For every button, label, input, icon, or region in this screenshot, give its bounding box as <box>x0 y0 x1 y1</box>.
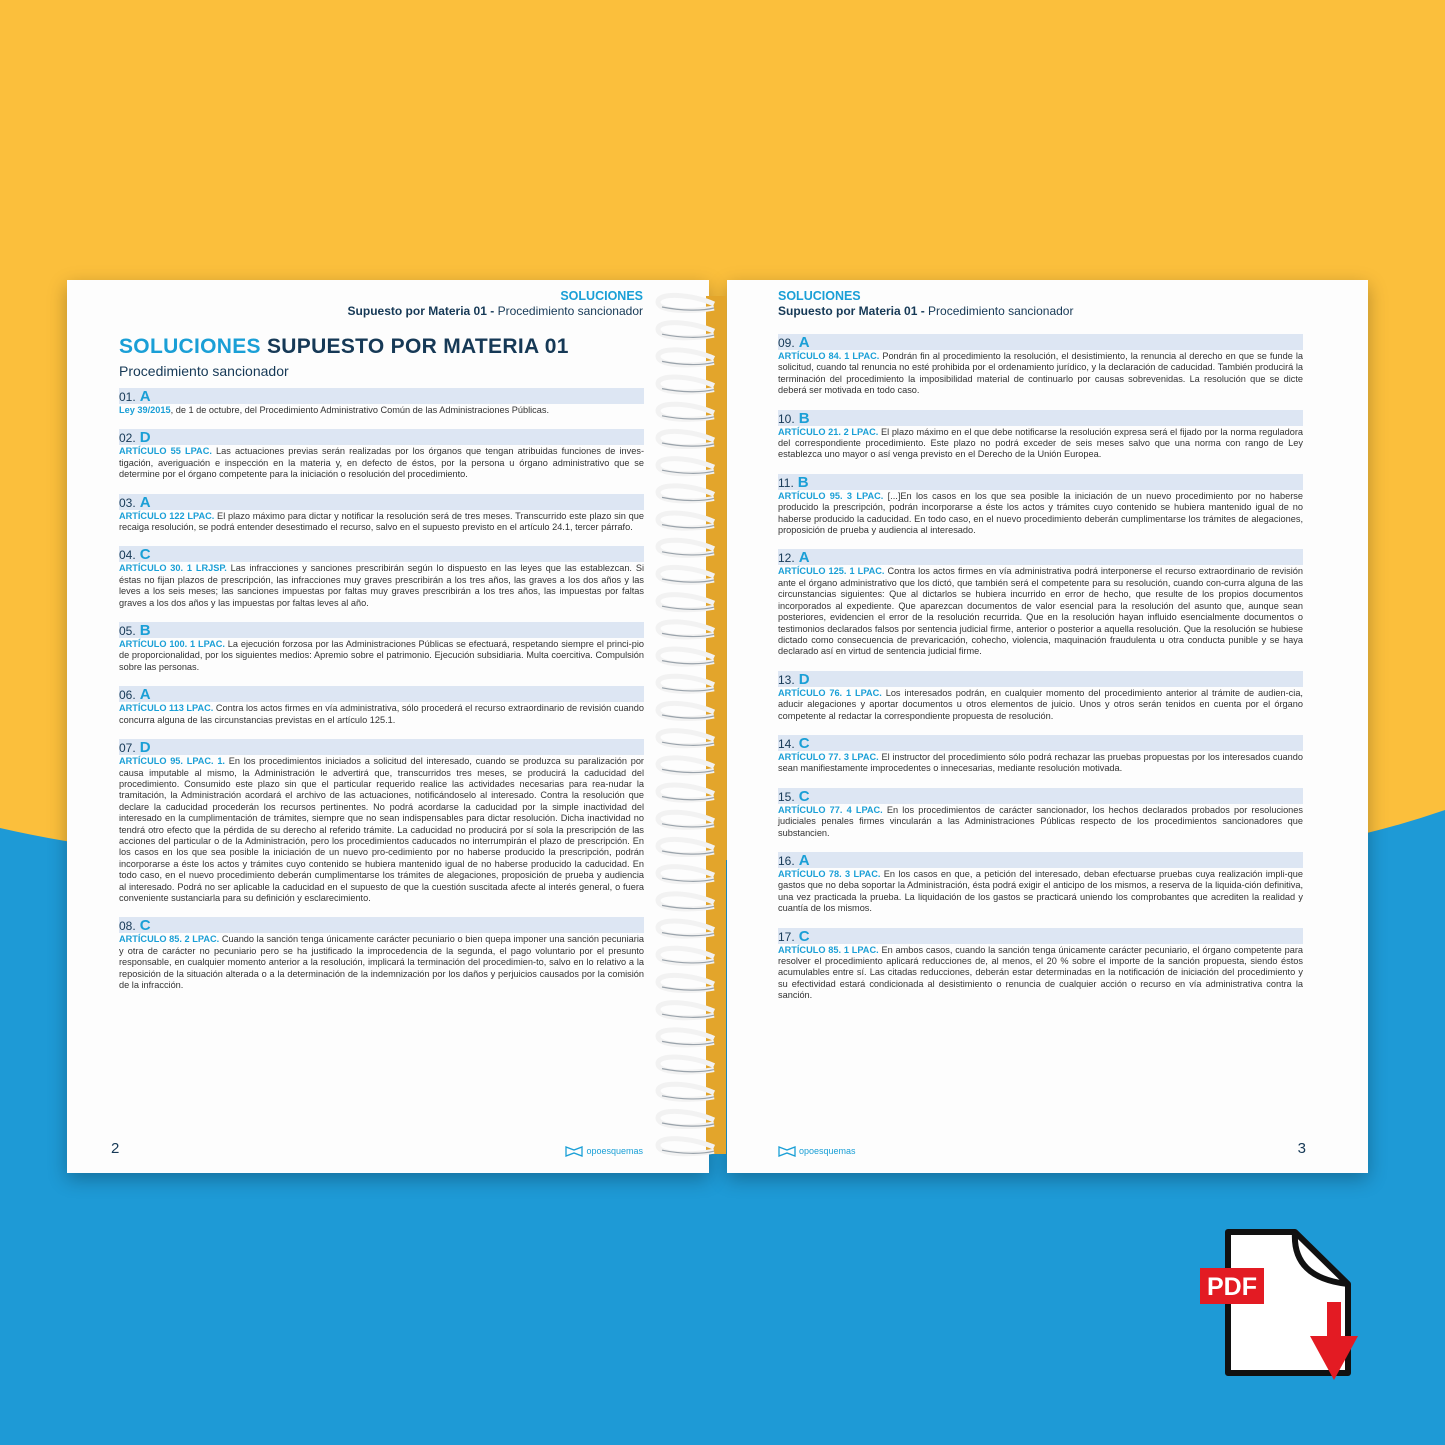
answer-text <box>778 491 1303 537</box>
answer-entry <box>778 474 1303 537</box>
article-text: , de 1 de octubre, del Procedimiento Administrativo Común de las Administraciones Públicas. <box>170 405 550 415</box>
header-strong: Supuesto por Materia 01 - <box>778 304 925 318</box>
answer-letter: A <box>139 493 151 511</box>
answer-letter: C <box>139 917 151 935</box>
answer-text <box>778 427 1303 461</box>
question-number <box>119 390 151 404</box>
answer-header <box>119 739 644 755</box>
answer-letter: A <box>139 686 151 704</box>
article-text: El plazo máximo para dictar y notificar la resolución será de tres meses. Transcurrido este plazo sin que recaiga resolución, se podrá entender desestimado el recurso, salvo en el supuesto previsto en el artículo 24.1, tercer párrafo. <box>119 510 644 533</box>
publisher-logo <box>778 1145 856 1157</box>
page-title <box>119 335 569 359</box>
question-number <box>778 336 810 350</box>
article-reference: ARTÍCULO 122 LPAC. <box>119 510 215 521</box>
logo-text: opoesquemas <box>799 1146 856 1156</box>
question-number <box>119 548 151 562</box>
answer-entry <box>119 917 644 991</box>
book-icon <box>565 1145 583 1157</box>
article-reference: ARTÍCULO 100. 1 LPAC. <box>119 639 225 650</box>
answer-header <box>778 549 1303 565</box>
answer-entry <box>778 671 1303 722</box>
question-number-text: 13. <box>778 672 795 687</box>
question-number <box>119 431 151 445</box>
article-text: Contra los actos firmes en vía administrativa podrá interponerse el recurso extraordinario de revisión ante el órgano administrativo que los dictó, que también será el competente para su resolución, cuando con-curra alguna de las circunstancias siguientes: Que al dictarlos se hubiera incurrido en error de hecho, que resulte de los propios documentos incorporados al expediente. Que aparezcan documentos de valor esencial para la resolución del asunto que, aunque sean posteriores, evidencien el error de la resolución recurrida. Que en la resolución hayan influido esencialmente documentos o testimonios declarados falsos por sentencia judicial firme, anterior o posterior a aquella resolución. Que la resolución se hubiese dictado como consecuencia de prevaricación, cohecho, violencia, maquinación fraudulenta u otra conducta punible y se haya declarado así en virtud de sentencia judicial firme. <box>778 566 1303 657</box>
article-reference: ARTÍCULO 95. 3 LPAC. <box>778 490 884 501</box>
header-rest: Procedimiento sancionador <box>928 304 1074 318</box>
question-number-text: 06. <box>119 688 136 703</box>
answer-header <box>778 788 1303 804</box>
answer-text <box>778 945 1303 1002</box>
pdf-label: PDF <box>1207 1273 1257 1301</box>
answer-text <box>778 805 1303 839</box>
answer-text <box>778 688 1303 722</box>
question-number <box>778 734 810 752</box>
question-number-text: 09. <box>778 336 795 350</box>
answer-letter: C <box>798 927 810 945</box>
question-number <box>778 927 810 945</box>
question-number-text: 02. <box>119 431 136 446</box>
question-number <box>778 473 809 491</box>
left-page <box>67 280 709 1173</box>
answer-entry <box>778 334 1303 397</box>
answer-letter: B <box>798 409 810 427</box>
spiral-binding <box>652 286 732 1166</box>
answers-column-right <box>778 334 1303 1015</box>
answers-column-left <box>119 388 644 1004</box>
article-reference: ARTÍCULO 76. 1 LPAC. <box>778 687 882 698</box>
article-text: Cuando la sanción tenga únicamente carácter pecuniario o bien quepa imponer una sanción pecuniaria y otra de carácter no pecuniario pero se ha justificado la improcedencia de la segunda, el pago voluntario por el presunto responsable, en cualquier momento anterior a la resolución, implicará la terminación del procedimien-to, salvo en lo relativo a la reposición de la situación alterada o a la determinación de la indemnización por los daños y perjuicios causados por la comisión de la infracción. <box>119 934 644 990</box>
answer-text <box>778 752 1303 775</box>
article-reference: ARTÍCULO 30. 1 LRJSP. <box>119 563 227 574</box>
book-icon <box>778 1145 796 1157</box>
answer-header <box>778 928 1303 944</box>
question-number-text: 11. <box>778 475 794 490</box>
article-text: En los casos en que, a petición del interesado, deban efectuarse pruebas cuya realización impli-que gastos que no deba soportar la Administración, ésta podrá exigir el anticipo de los mismos, a reserva de la liquida-ción definitiva, una vez practicada la prueba. La liquidación de los gastos se practicará uniendo los comprobantes que acrediten la realidad y cuantía de los mismos. <box>778 868 1303 914</box>
answer-entry <box>778 928 1303 1002</box>
question-number-text: 01. <box>119 390 136 404</box>
answer-entry <box>119 622 644 673</box>
logo-text: opoesquemas <box>586 1146 643 1156</box>
right-page <box>727 280 1368 1173</box>
answer-header <box>778 735 1303 751</box>
answer-text <box>119 511 644 534</box>
answer-letter: C <box>139 546 151 564</box>
question-number <box>119 919 151 933</box>
article-text: La ejecución forzosa por las Administraciones Públicas se efectuará, respetando siempre el princi-pio de proporcionalidad, por los siguientes medios: Apremio sobre el patrimonio. Ejecución subsidiaria. Multa coercitiva. Compulsión sobre las personas. <box>119 639 645 672</box>
article-reference: ARTÍCULO 21. 2 LPAC. <box>778 426 879 437</box>
answer-text <box>119 405 644 416</box>
page-number: 2 <box>111 1140 120 1157</box>
question-number <box>119 741 151 755</box>
answer-text <box>119 756 644 904</box>
question-number-text: 08. <box>119 919 136 934</box>
title-main: SUPUESTO POR MATERIA 01 <box>267 335 569 358</box>
answer-entry <box>119 388 644 416</box>
answer-letter: A <box>798 334 810 351</box>
article-text: En los procedimientos iniciados a solicitud del interesado, cuando se produzca su paralización por causa imputable al mismo, la Administración le advertirá que, transcurridos tres meses, se producirá la caducidad del procedimiento. Consumido este plazo sin que el particular requerido realice las actividades necesarias para rea-nudar la tramitación, la Administración acordará el archivo de las actuaciones, notificándoselo al interesado. Contra la resolución que declare la caducidad procederán los recursos pertinentes. No podrá acordarse la caducidad por la simple inactividad del interesado en la cumplimentación de trámites, siempre que no sean indispensables para dictar resolución. Dicha inactividad no tendrá otro efecto que la pérdida de su derecho al referido trámite. La caducidad no producirá por sí sola la prescripción de las acciones del particular o de la Administración, pero los procedimientos caducados no interrumpirán el plazo de prescripción. En los casos en los que sea posible la iniciación de un nuevo pro-cedimiento por no haberse producido la prescripción, podrán incorporarse a éste los actos y trámites cuyo contenido se hubiera mantenido igual de no haberse producido la caducidad. En todo caso, en el nuevo procedimiento deberán cumplimentarse los trámites de alegaciones, proposición de prueba y audiencia al interesado. Podrá no ser aplicable la caducidad en el supuesto de que la cuestión suscitada afecte al interés general, o fuera conveniente sustanciarla para su definición y esclarecimiento. <box>119 756 644 903</box>
answer-header <box>119 388 644 404</box>
answer-letter: A <box>139 388 151 405</box>
article-reference: ARTÍCULO 113 LPAC. <box>119 703 214 714</box>
answer-text <box>119 446 644 480</box>
answer-text <box>119 703 644 726</box>
header-strong: Supuesto por Materia 01 - <box>347 304 495 318</box>
question-number-text: 03. <box>119 495 136 510</box>
answer-header <box>778 410 1303 426</box>
question-number-text: 16. <box>778 853 795 868</box>
answer-letter: D <box>139 739 151 757</box>
header-kicker: SOLUCIONES <box>560 289 643 303</box>
article-reference: ARTÍCULO 77. 4 LPAC. <box>778 804 883 815</box>
title-kicker: SOLUCIONES <box>119 335 261 358</box>
article-text: [...]En los casos en los que sea posible la iniciación de un nuevo procedimiento por no haberse producido la prescripción, podrán incorporarse a éste los actos y trámites cuyo contenido se hubiera mantenido igual de no haberse producido la caducidad. En todo caso, en el nuevo procedimiento deberán cumplimentarse los trámites de alegaciones, proposición de prueba y audiencia al interesado. <box>778 490 1303 536</box>
question-number <box>778 851 810 869</box>
article-text: Las infracciones y sanciones prescribirán según lo dispuesto en las leyes que las establezcan. Si éstas no fijan plazos de prescripción, las infracciones muy graves prescribirán a los tres años, las graves a los dos años y las leves a los seis meses; las sanciones impuestas por faltas muy graves prescribirán a los tres años, las impuestas por faltas graves a los dos años y las impuestas por faltas leves al año. <box>119 563 644 608</box>
question-number-text: 17. <box>778 929 795 944</box>
answer-letter: A <box>798 549 810 567</box>
article-text: El instructor del procedimiento sólo podrá rechazar las pruebas propuestas por los interesados cuando sean manifiestamente improcedentes o innecesarias, mediante resolución motivada. <box>778 751 1303 774</box>
question-number-text: 04. <box>119 548 136 563</box>
answer-text <box>778 869 1303 915</box>
question-number-text: 14. <box>778 736 795 751</box>
answer-entry <box>778 735 1303 775</box>
article-text: Los interesados podrán, en cualquier momento del procedimiento anterior al trámite de audien-cia, aducir alegaciones y aportar documentos u otros elementos de juicio. Unos y otros serán tenidos en cuenta por el órgano competente al redactar la correspondiente propuesta de resolución. <box>778 687 1303 721</box>
article-text: El plazo máximo en el que debe notificarse la resolución expresa será el fijado por la norma reguladora del correspondiente procedimiento. Este plazo no podrá exceder de seis meses salvo que una norma con rango de Ley establezca uno mayor o así venga previsto en el Derecho de la Unión Europea. <box>778 426 1303 460</box>
article-reference: ARTÍCULO 77. 3 LPAC. <box>778 751 879 762</box>
answer-header <box>778 671 1303 687</box>
answer-letter: B <box>139 622 151 640</box>
answer-text <box>778 351 1303 397</box>
question-number <box>778 409 810 427</box>
header-kicker: SOLUCIONES <box>778 289 861 303</box>
page-number: 3 <box>1297 1140 1306 1157</box>
question-number <box>119 493 151 511</box>
answer-letter: D <box>798 670 810 688</box>
question-number-text: 12. <box>778 551 795 566</box>
article-reference: ARTÍCULO 125. 1 LPAC. <box>778 566 885 577</box>
pdf-download-icon <box>1200 1228 1370 1388</box>
answer-entry <box>119 546 644 609</box>
answer-entry <box>119 494 644 534</box>
question-number <box>778 787 810 805</box>
page-subtitle: Procedimiento sancionador <box>119 363 289 379</box>
running-header <box>348 289 643 319</box>
article-reference: ARTÍCULO 84. 1 LPAC. <box>778 351 880 361</box>
answer-text <box>119 639 644 673</box>
answer-letter: A <box>798 851 810 869</box>
header-rest: Procedimiento sancionador <box>497 304 643 318</box>
publisher-logo <box>565 1145 643 1157</box>
answer-text <box>119 563 644 609</box>
article-text: Pondrán fin al procedimiento la resolución, el desistimiento, la renuncia al derecho en que se funde la solicitud, cuando tal renuncia no esté prohibida por el ordenamiento jurídico, y la declaración de caducidad. También producirá la terminación del procedimiento la imposibilidad material de continuarlo por causas sobrevenidas. La resolución que se dicte deberá ser motivada en todo caso. <box>778 351 1303 396</box>
question-number-text: 05. <box>119 624 136 639</box>
answer-entry <box>119 739 644 904</box>
article-text: En ambos casos, cuando la sanción tenga únicamente carácter pecuniario, el órgano competente para resolver el procedimiento aplicará reducciones de, al menos, el 20 % sobre el importe de la sanción propuesta, siendo éstos acumulables entre sí. Las citadas reducciones, deberán estar determinadas en la notificación de iniciación del procedimiento y su efectividad estará condicionada al desistimiento o renuncia de cualquier acción o recurso en vía administrativa contra la sanción. <box>778 944 1303 1001</box>
answer-header <box>119 686 644 702</box>
article-reference: ARTÍCULO 95. LPAC. 1. <box>119 756 225 767</box>
answer-header <box>119 546 644 562</box>
answer-letter: C <box>798 734 810 752</box>
answer-letter: B <box>797 473 809 491</box>
question-number-text: 15. <box>778 789 795 804</box>
question-number <box>119 624 151 638</box>
answer-letter: C <box>798 787 810 805</box>
question-number <box>778 551 810 565</box>
article-reference: ARTÍCULO 85. 2 LPAC. <box>119 934 220 945</box>
answer-text <box>119 934 644 991</box>
answer-entry <box>778 410 1303 461</box>
article-reference: ARTÍCULO 85. 1 LPAC. <box>778 944 879 955</box>
answer-letter: D <box>139 429 151 447</box>
answer-entry <box>778 788 1303 839</box>
answer-header <box>778 852 1303 868</box>
article-text: Contra los actos firmes en vía administrativa, sólo procederá el recurso extraordinario de revisión cuando concurra alguna de las circunstancias previstas en el artículo 125.1. <box>119 703 644 725</box>
article-reference: Ley 39/2015 <box>119 405 171 415</box>
article-text: Las actuaciones previas serán realizadas por los órganos que tengan atribuidas funciones de inves-tigación, averiguación e inspección en la materia y, en defecto de éstos, por la persona u órgano administrativo que se determine por el órgano competente para la iniciación o resolución del procedimiento. <box>119 446 645 480</box>
answer-header <box>119 429 644 445</box>
question-number-text: 10. <box>778 411 795 426</box>
answer-header <box>119 494 644 510</box>
answer-header <box>119 622 644 638</box>
answer-text <box>778 566 1303 657</box>
answer-entry <box>119 686 644 726</box>
answer-entry <box>119 429 644 480</box>
question-number <box>119 688 151 702</box>
article-text: En los procedimientos de carácter sancionador, los hechos declarados probados por resoluciones judiciales penales firmes vincularán a las Administraciones Públicas respecto de los procedimientos sancionadores que substancien. <box>778 804 1303 838</box>
answer-header <box>778 334 1303 350</box>
answer-header <box>778 474 1303 490</box>
question-number-text: 07. <box>119 741 136 756</box>
answer-entry <box>778 852 1303 915</box>
answer-header <box>119 917 644 933</box>
question-number <box>778 670 810 688</box>
running-header <box>778 289 1073 319</box>
answer-entry <box>778 549 1303 657</box>
article-reference: ARTÍCULO 78. 3 LPAC. <box>778 868 881 879</box>
article-reference: ARTÍCULO 55 LPAC. <box>119 446 212 457</box>
